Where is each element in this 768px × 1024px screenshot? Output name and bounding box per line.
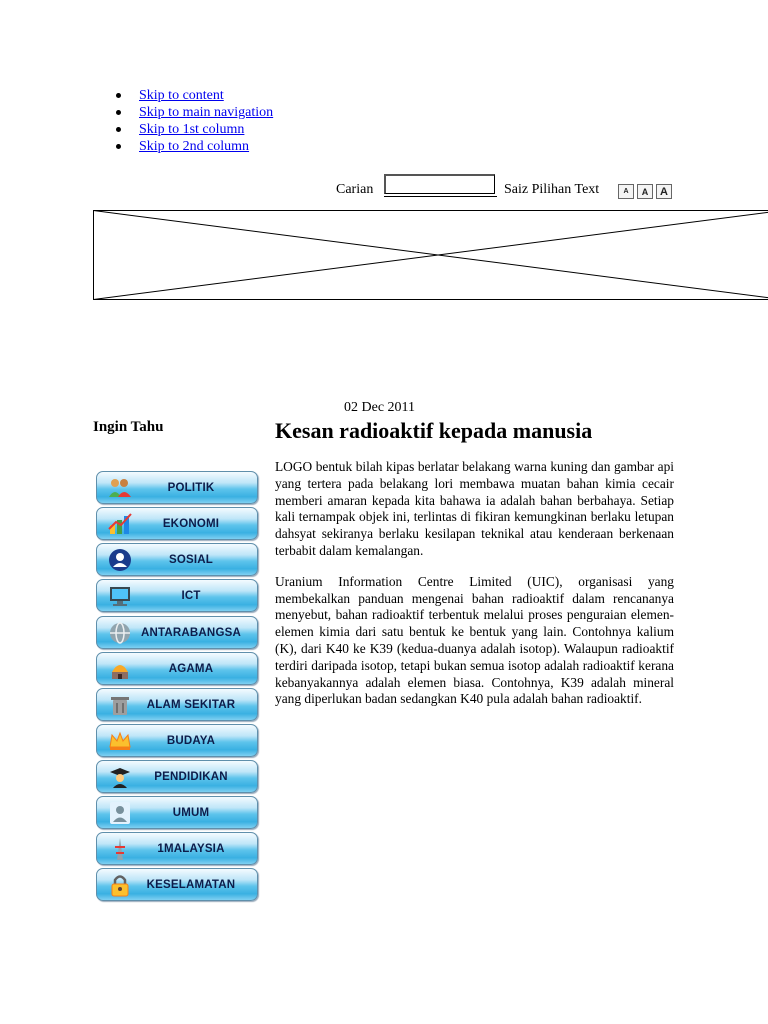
bullet-icon	[116, 110, 121, 115]
bullet-icon	[116, 127, 121, 132]
skip-to-main-navigation-link[interactable]: Skip to main navigation	[139, 105, 274, 120]
article-date: 02 Dec 2011	[344, 400, 416, 415]
skip-to-content-link[interactable]: Skip to content	[139, 88, 224, 103]
skip-link-item	[116, 121, 273, 138]
article-title: Kesan radioaktif kepada manusia	[275, 418, 593, 443]
category-label: 1MALAYSIA	[157, 843, 225, 855]
search-label: Carian	[336, 182, 374, 197]
skip-to-2nd-column-link[interactable]: Skip to 2nd column	[139, 139, 250, 154]
category-label: EKONOMI	[162, 518, 220, 530]
category-politik-button[interactable]	[96, 471, 258, 504]
skip-link-item	[116, 87, 273, 104]
skip-link-item	[116, 104, 273, 121]
category-antarabangsa-button[interactable]	[96, 616, 258, 649]
skip-links	[116, 87, 273, 155]
category-pendidikan-button[interactable]	[96, 760, 258, 793]
category-ict-button[interactable]	[96, 579, 258, 612]
search-underline	[384, 196, 497, 197]
category-label: KESELAMATAN	[146, 879, 236, 891]
category-label: AGAMA	[168, 663, 214, 675]
text-size-label: Saiz Pilihan Text	[504, 182, 600, 197]
category-keselamatan-button[interactable]	[96, 868, 258, 901]
category-sosial-button[interactable]	[96, 543, 258, 576]
article-body	[275, 459, 674, 722]
category-agama-button[interactable]	[96, 652, 258, 685]
category-1malaysia-button[interactable]	[96, 832, 258, 865]
category-ekonomi-button[interactable]	[96, 507, 258, 540]
category-alam-sekitar-button[interactable]	[96, 688, 258, 721]
text-size-large-button[interactable]: A	[656, 184, 672, 199]
category-umum-button[interactable]	[96, 796, 258, 829]
banner-image-placeholder	[93, 210, 768, 300]
article-paragraph: Uranium Information Centre Limited (UIC), organisasi yang membekalkan panduan mengenai bahan radioaktif dalam rencananya menyebut, bahan radioaktif terbentuk melalui proses penguraian elemen-elemen kimia dari satu bentuk ke bentuk yang lain. Contohnya kalium (K), dari K40 ke K39 (kedua-duanya adalah isotop). Walaupun radioaktif terdiri daripada isotop, tetapi bukan semua isotop adalah radioaktif kerana kebanyakannya adalah elemen biasa. Contohnya, K39 adalah mineral yang diperlukan badan sedangkan K40 pula adalah bahan radioaktif.	[275, 573, 674, 707]
category-label: SOSIAL	[168, 554, 213, 566]
text-size-medium-button[interactable]: A	[637, 184, 653, 199]
bullet-icon	[116, 93, 121, 98]
sidebar-title: Ingin Tahu	[93, 419, 164, 435]
category-label: ANTARABANGSA	[141, 627, 241, 639]
text-size-small-button[interactable]: A	[618, 184, 634, 199]
category-label: ALAM SEKITAR	[146, 699, 236, 711]
category-label: PENDIDIKAN	[154, 771, 228, 783]
category-label: ICT	[181, 590, 201, 602]
bullet-icon	[116, 144, 121, 149]
category-label: UMUM	[172, 807, 210, 819]
category-label: POLITIK	[167, 482, 215, 494]
category-label: BUDAYA	[166, 735, 216, 747]
category-budaya-button[interactable]	[96, 724, 258, 757]
article-paragraph: LOGO bentuk bilah kipas berlatar belakang warna kuning dan gambar api yang tertera pada belakang lori membawa muatan bahan kimia cecair memberi amaran kepada kita bahawa ia adalah bahan berbahaya. Setiap kali ternampak objek ini, terlintas di fikiran kemungkinan berlaku letupan dahsyat sekiranya berlaku kesilapan teknikal atau kenderaan berkenaan terbabit dalam kemalangan.	[275, 459, 674, 558]
search-input[interactable]	[384, 174, 495, 194]
skip-link-item	[116, 138, 273, 155]
skip-to-1st-column-link[interactable]: Skip to 1st column	[139, 122, 245, 137]
